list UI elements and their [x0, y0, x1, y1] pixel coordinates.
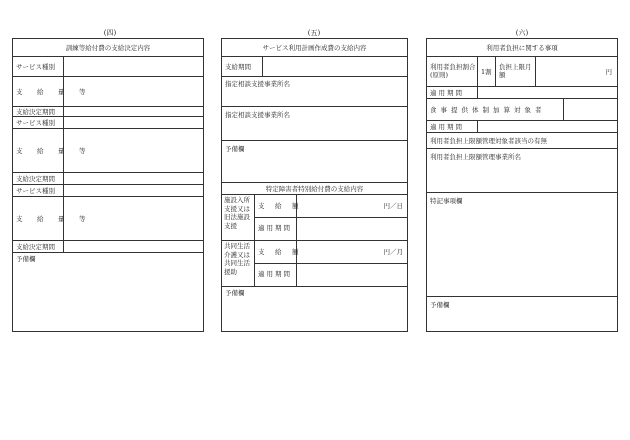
p6-mgmt-office-label: 利用者負担上限額管理事業所名: [430, 153, 521, 161]
p6-meal-label: 食事提供体制加算対象者: [430, 106, 546, 114]
p6-notes-label: 予備欄: [430, 301, 450, 309]
p5-group-label: 共同生活介護又は共同生活援助: [224, 242, 250, 276]
panel5-number: (五): [307, 29, 321, 37]
p4-service-label-2: サービス種別: [16, 119, 55, 127]
panel4-title: 訓練等給付費の支給決定内容: [65, 44, 151, 52]
panel-4: [12, 38, 204, 332]
p4-amount-row-3: [13, 197, 203, 241]
p6-period-row: [427, 87, 617, 99]
panel6-title: 利用者負担に関する事項: [486, 44, 558, 52]
p4-service-label-1: サービス種別: [16, 63, 55, 71]
p6-special-notes-label: 特記事項欄: [430, 197, 463, 205]
p5-per-day: 円／日: [383, 202, 403, 210]
p6-mgmt-target-label: 利用者負担上限額管理対象者該当の有無: [430, 137, 547, 145]
p5-notes-label: 予備欄: [225, 145, 245, 153]
p4-period-label-1: 支給決定期間: [16, 108, 55, 116]
p6-special-notes-row: [427, 193, 617, 297]
p6-burden-row: [427, 57, 617, 87]
p6-burden-ratio-value: 1割: [481, 68, 492, 76]
p4-amount-row-1: [13, 77, 203, 107]
p4-period-label-2: 支給決定期間: [16, 175, 55, 183]
p5-special-title-row: [222, 183, 407, 195]
p4-service-row-1: [13, 57, 203, 77]
p4-period-row-2: [13, 173, 203, 185]
p6-mgmt-target-row: [427, 133, 617, 149]
p6-meal-row: [427, 99, 617, 121]
p5-facility-block: [222, 195, 407, 241]
p4-amount-label-2: 支 給 量 等: [16, 147, 90, 155]
p5-payment-period-row: [222, 57, 407, 77]
p4-service-row-3: [13, 185, 203, 197]
p5-payment-period-label: 支給期間: [225, 63, 251, 71]
p4-period-row-1: [13, 107, 203, 117]
p5-facility-period-label: 適用期間: [258, 224, 292, 232]
panel6-number: (六): [515, 29, 529, 37]
p6-mgmt-office-row: [427, 149, 617, 193]
p6-yen: 円: [605, 68, 612, 76]
p4-service-row-2: [13, 117, 203, 129]
p5-office-row-2: [222, 107, 407, 141]
p5-facility-amount-row: [254, 195, 407, 218]
p5-notes-row: [222, 141, 407, 183]
p6-period-row-2: [427, 121, 617, 133]
p5-group-period-label: 適用期間: [258, 270, 292, 278]
p5-facility-label: 施設入所支援又は旧法施設支援: [224, 196, 250, 230]
p5-facility-amount-label: 支 給 額: [258, 202, 301, 210]
p6-period-label-2: 適用期間: [430, 123, 464, 131]
p5-office-row-1: [222, 77, 407, 107]
p5-group-block: [222, 241, 407, 287]
p4-amount-label-3: 支 給 量 等: [16, 215, 90, 223]
panel5-title-row: [222, 39, 407, 57]
p6-period-label: 適用期間: [430, 89, 464, 97]
p4-period-label-3: 支給決定期間: [16, 243, 55, 251]
p5-office-label-1: 指定相談支援事業所名: [225, 80, 290, 88]
p4-period-row-3: [13, 241, 203, 253]
panel6-title-row: [427, 39, 617, 57]
p5-special-title: 特定障害者特別給付費の支給内容: [265, 185, 364, 193]
p5-notes2-label: 予備欄: [225, 289, 245, 297]
panel4-title-row: [13, 39, 203, 57]
p5-group-amount-row: [254, 241, 407, 264]
p4-amount-row-2: [13, 129, 203, 173]
p4-notes-label: 予備欄: [16, 255, 36, 263]
p5-per-month: 円／月: [383, 248, 403, 256]
p6-burden-ratio-label: 利用者負担割合(原則): [430, 63, 476, 79]
p4-amount-label-1: 支 給 量 等: [16, 88, 90, 96]
panel-5: [221, 38, 408, 332]
panel5-title: サービス利用計画作成費の支給内容: [262, 44, 367, 52]
p6-limit-label: 負担上限月 額: [499, 63, 545, 79]
p5-office-label-2: 指定相談支援事業所名: [225, 111, 290, 119]
p4-service-label-3: サービス種別: [16, 187, 55, 195]
panel4-number: (四): [103, 29, 117, 37]
p5-group-amount-label: 支 給 額: [258, 248, 301, 256]
panel-6: [426, 38, 618, 332]
